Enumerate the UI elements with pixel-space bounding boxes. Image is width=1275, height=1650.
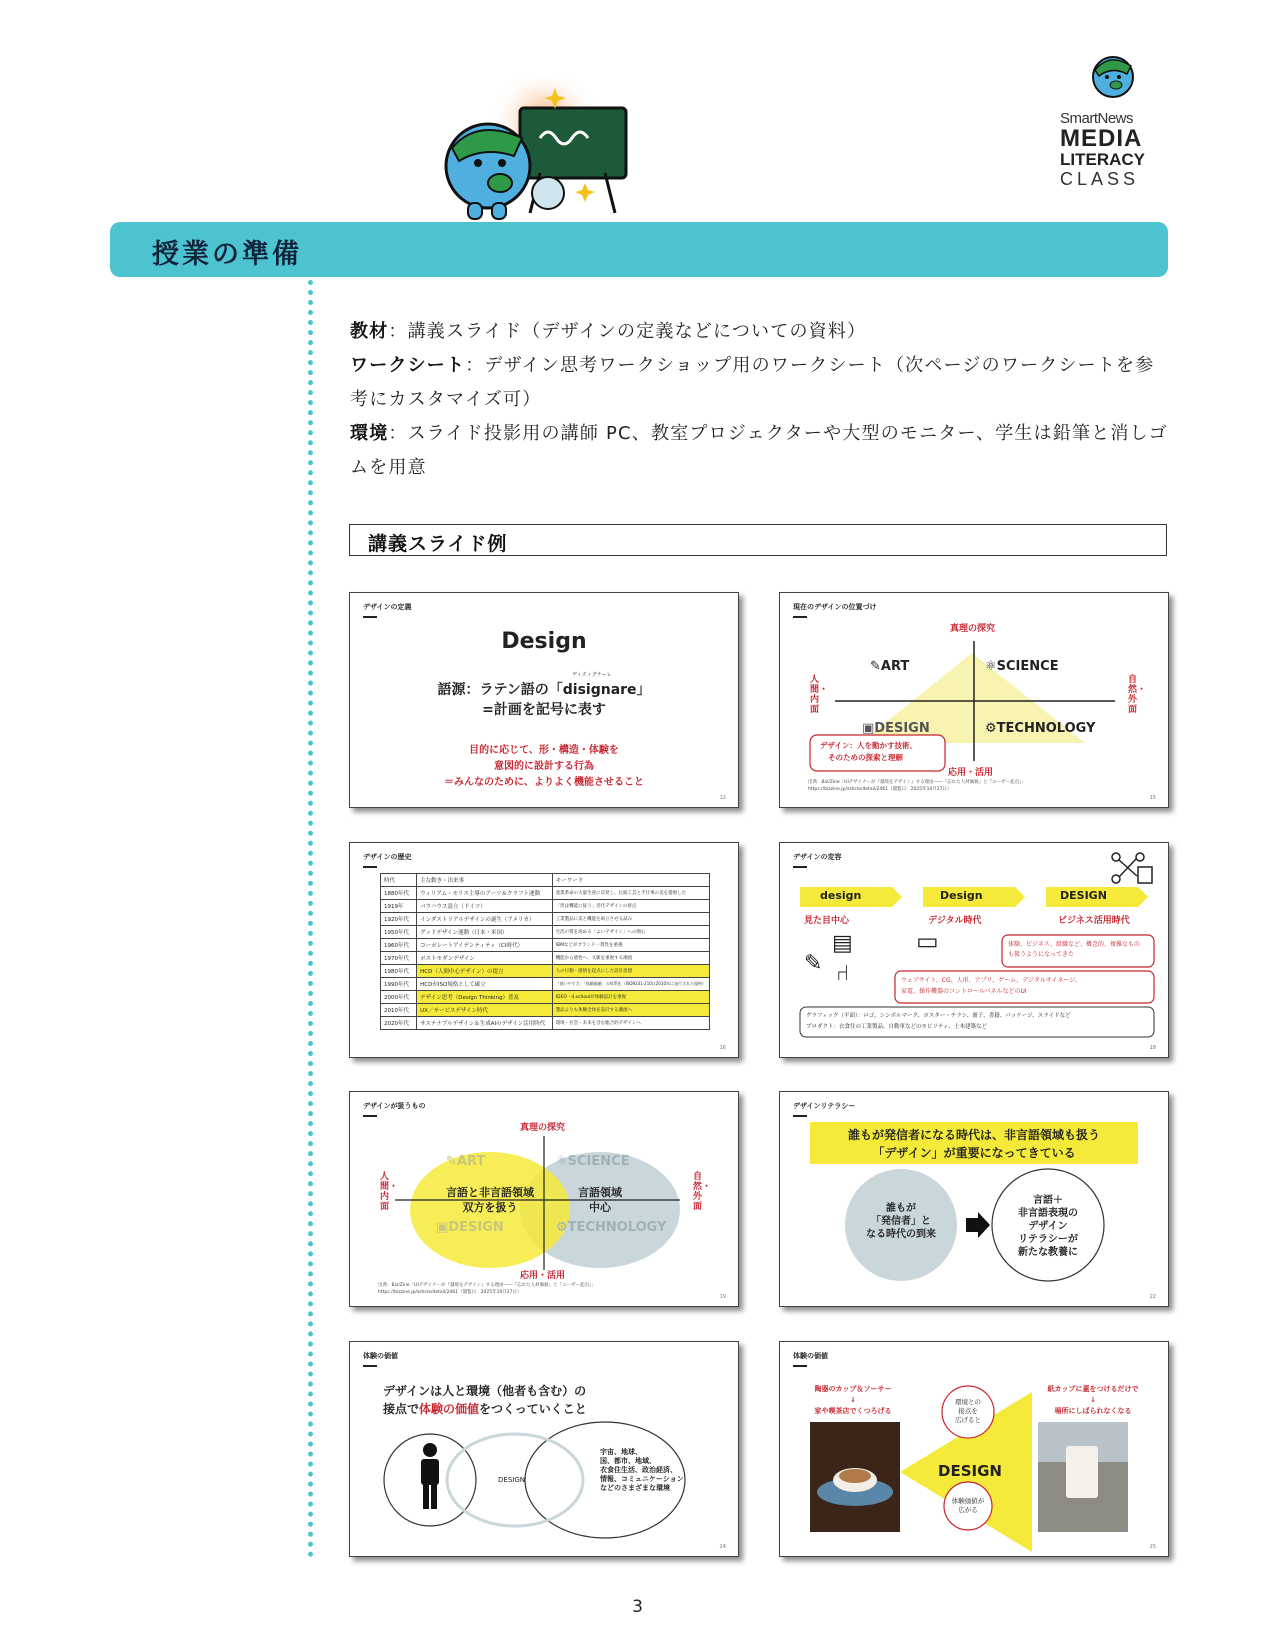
table-row <box>381 965 710 978</box>
digital-note-1: ウェブサイト、CG、人形、アプリ、ゲーム、デジタルサイネージ、 <box>901 977 1081 984</box>
left-line: 誰もが <box>886 1203 916 1214</box>
technology-text: TECHNOLOGY <box>567 1220 667 1235</box>
verbal-line-1: 言語領域 <box>578 1186 622 1199</box>
slide-page-number: 15 <box>1149 795 1156 801</box>
verbal-line-2: 中心 <box>589 1201 611 1214</box>
circle-line: 体験価値が <box>951 1497 985 1505</box>
environment-line: 国、都市、地域、 <box>600 1457 656 1465</box>
circle-line: 環境との <box>955 1398 981 1406</box>
digital-note-2: 家電、操作機器のコントロールパネルなどのUI <box>901 988 1027 995</box>
worksheet-label: ワークシート <box>350 355 466 376</box>
left-circle-text <box>845 1202 957 1241</box>
slide-experience-value <box>349 1341 739 1557</box>
design-center-label: DESIGN <box>938 1462 1002 1480</box>
table-cell: 1880年代 <box>381 887 417 900</box>
caption-line: 紙カップに蓋をつけるだけで <box>1047 1385 1139 1393</box>
monitor-icon: ▭ <box>916 927 939 955</box>
brush-icon: ✎ <box>870 659 881 674</box>
table-cell: 2020年代 <box>381 1017 417 1030</box>
caption-line: ↓ <box>850 1396 856 1404</box>
mascot-logo-icon <box>1088 52 1138 100</box>
environment-list <box>600 1448 684 1493</box>
materials-item <box>350 315 1168 349</box>
slide-title: 体験の価値 <box>793 1352 828 1360</box>
table-row <box>381 1017 710 1030</box>
table-row <box>381 991 710 1004</box>
technology-label <box>556 1220 666 1235</box>
band-line-2: 「デザイン」が重要になってきている <box>872 1146 1076 1160</box>
band-line-1: 誰もが発信者になる時代は、非言語領域も扱う <box>847 1128 1100 1142</box>
era-1-tag: design <box>820 889 862 902</box>
page-number: 3 <box>632 1597 643 1617</box>
axis-bottom-label: 応用・活用 <box>520 1271 566 1281</box>
worksheet-text: ：デザイン思考ワークショップ用のワークシート（次ページのワークシートを参考にカスタマイズ可） <box>350 355 1155 410</box>
left-line: 「発信者」と <box>871 1216 931 1227</box>
table-cell: 工業製品に美と機能を両立させる試み <box>552 913 709 926</box>
right-line: 新たな教養に <box>1018 1247 1078 1258</box>
logo-media: MEDIA <box>1060 125 1143 152</box>
right-line: 言語＋ <box>1033 1195 1063 1206</box>
design-text: DESIGN <box>448 1220 504 1235</box>
environment-line: 宇宙、地球、 <box>600 1448 642 1456</box>
table-row <box>381 1004 710 1017</box>
literacy-diagram <box>780 1092 1168 1306</box>
documents-icon: ▤ <box>832 931 853 956</box>
slide-definition <box>349 592 739 808</box>
table-row <box>381 913 710 926</box>
smartnews-logo <box>1060 52 1170 189</box>
dotted-guide-line <box>308 280 313 1558</box>
table-cell: UX／サービスデザイン時代 <box>417 1004 553 1017</box>
headline-part: をつくっていくこと <box>479 1402 587 1416</box>
note-line-2: そのための探索と理解 <box>828 753 903 762</box>
science-label <box>985 659 1059 674</box>
design-icon: ▣ <box>436 1220 449 1235</box>
environment-text: ：スライド投影用の講師 PC、教室プロジェクターや大型のモニター、学生は鉛筆と消しゴムを用意 <box>350 423 1168 478</box>
environment-line: などのさまざまな環境 <box>600 1484 670 1492</box>
definition-line-1: 目的に応じて、形・構造・体験を <box>469 745 619 756</box>
source-line-1: 出典：Biz/Zine「UIデザイナーが『越境をデザイン』する理由――『忘れた人材価値』と『ユーザー起点』」 <box>378 1283 596 1288</box>
caption-line: 家や喫茶店でくつろげる <box>814 1407 892 1415</box>
materials-label: 教材 <box>350 321 389 342</box>
value-circle-text <box>945 1497 991 1515</box>
axis-right-label: 自然・外面 <box>1128 675 1147 715</box>
slide-history <box>349 842 739 1058</box>
table-cell: 1980年代 <box>381 965 417 978</box>
era-2-caption: デジタル時代 <box>928 916 982 926</box>
axis-bottom-label: 応用・活用 <box>948 768 994 778</box>
table-cell: 「形は機能に従う」近代デザインの原点 <box>552 900 709 913</box>
logo-literacy: LITERACY <box>1060 150 1145 169</box>
era-2-tag: Design <box>940 889 983 902</box>
table-cell: ウィリアム・モリス主導のアーツ＆クラフト運動 <box>417 887 553 900</box>
slide-page-number: 18 <box>1149 1045 1156 1051</box>
logo-smartnews: SmartNews <box>1060 110 1134 127</box>
ruby-text: ディズィグナーレ <box>572 672 612 678</box>
table-cell: 産業革命の大量生産に反発し、伝統工芸と手仕事の美を提唱した <box>552 887 709 900</box>
table-cell: サステナブルデザイン＆生成AIのデザイン活用時代 <box>417 1017 553 1030</box>
table-cell: 人の行動・感情を起点にした設計思想 <box>552 965 709 978</box>
table-cell: 1920年代 <box>381 913 417 926</box>
graphic-note: グラフィック（平面）：ロゴ、シンボルマーク、ポスター・チラシ、冊子、書籍、パッケージ、スライドなど <box>806 1013 1071 1019</box>
table-cell: インダストリアルデザインの誕生（アメリカ） <box>417 913 553 926</box>
chair-icon: ⑁ <box>836 961 850 986</box>
nonverbal-line-1: 言語と非言語領域 <box>446 1186 534 1199</box>
business-note-1: 体験、ビジネス、組織など、概念的、複雑なもの <box>1008 941 1141 948</box>
network-icon <box>1110 851 1154 885</box>
table-cell: 1960年代 <box>381 939 417 952</box>
axis-right-label: 自然・外面 <box>693 1172 712 1212</box>
art-label <box>870 659 909 674</box>
era-1-caption: 見た目中心 <box>804 916 850 926</box>
environment-line: 衣食住生活、政治経済、 <box>600 1466 677 1474</box>
note-line-1: デザイン：人を動かす技術、 <box>820 741 917 750</box>
nonverbal-line-2: 双方を扱う <box>462 1201 518 1214</box>
circle-line: 広げると <box>955 1416 981 1424</box>
table-cell: 1970年代 <box>381 952 417 965</box>
science-label <box>556 1154 630 1169</box>
materials-text: ：講義スライド（デザインの定義などについての資料） <box>388 321 867 342</box>
slide-title: 体験の価値 <box>363 1352 398 1360</box>
table-cell: 「使いやすさ」「体験価値」の体系化（ISO9241-210は2010年に発行された規格） <box>552 978 709 991</box>
left-line: なる時代の到来 <box>866 1229 936 1240</box>
slides-heading: 講義スライド例 <box>368 533 508 555</box>
headline-line-1: デザインは人と環境（他者も含む）の <box>383 1384 587 1398</box>
caption-line: ↓ <box>1090 1396 1096 1404</box>
design-icon: ▣ <box>862 721 875 736</box>
science-text: SCIENCE <box>996 659 1059 674</box>
gear-icon: ⚙ <box>556 1220 568 1235</box>
environment-item <box>350 417 1168 485</box>
table-cell: グッドデザイン運動（日本・米国） <box>417 926 553 939</box>
section-title: 授業の準備 <box>152 239 302 270</box>
table-cell: コーポレートアイデンティティ（CI時代） <box>417 939 553 952</box>
table-cell: 2000年代 <box>381 991 417 1004</box>
axis-left-label: 人間・内面 <box>380 1172 399 1212</box>
gear-icon: ⚙ <box>985 721 997 736</box>
logo-class: CLASS <box>1060 169 1140 189</box>
definition-line-3: ＝みんなのために、よりよく機能させること <box>444 777 644 788</box>
slide-title: デザインの歴史 <box>363 853 412 861</box>
table-cell: 1950年代 <box>381 926 417 939</box>
business-note-2: も扱うようになってきた <box>1008 951 1075 958</box>
technology-text: TECHNOLOGY <box>996 721 1096 736</box>
art-text: ART <box>880 659 910 674</box>
atom-icon: ⚛ <box>556 1154 568 1169</box>
circle-line: 広がる <box>958 1506 978 1514</box>
design-text: DESIGN <box>874 721 930 736</box>
table-header: 主な動き・出来事 <box>417 874 553 887</box>
mascot-illustration <box>440 78 640 228</box>
right-circle-text <box>992 1194 1104 1259</box>
axis-left-label: 人間・内面 <box>810 675 829 715</box>
source-line-2: https://bizzine.jp/article/detail/2461（閲覧日：2025年10月27日） <box>808 787 952 792</box>
table-cell: バウハウス設立（ドイツ） <box>417 900 553 913</box>
table-row <box>381 939 710 952</box>
meaning-line: =計画を記号に表す <box>482 702 606 718</box>
product-note: プロダクト：衣食住の工業製品、自動車などのモビリティ、土木建築など <box>806 1024 987 1030</box>
slide-literacy <box>779 1091 1169 1307</box>
table-cell: 1919年 <box>381 900 417 913</box>
slide-title: デザインの定義 <box>363 603 412 611</box>
table-cell: 1990年代 <box>381 978 417 991</box>
design-label <box>862 721 930 736</box>
slide-experience-example <box>779 1341 1169 1557</box>
table-row <box>381 952 710 965</box>
table-row <box>381 900 710 913</box>
table-cell: 生活の質を高める「よいデザイン」への関心 <box>552 926 709 939</box>
table-row <box>381 926 710 939</box>
table-cell: 製品よりも体験全体を設計する潮流へ <box>552 1004 709 1017</box>
axis-top-label: 真理の探究 <box>950 624 996 634</box>
right-line: 非言語表現の <box>1018 1208 1078 1219</box>
slide-positioning <box>779 592 1169 808</box>
slide-title: デザインが扱うもの <box>363 1102 426 1110</box>
worksheet-item <box>350 349 1168 417</box>
table-header: 時代 <box>381 874 417 887</box>
brush-icon: ✎ <box>446 1154 457 1169</box>
slide-page-number: 24 <box>719 1544 726 1550</box>
table-cell: ポストモダンデザイン <box>417 952 553 965</box>
slide-transformation <box>779 842 1169 1058</box>
table-header: キーワード <box>552 874 709 887</box>
axis-top-label: 真理の探究 <box>520 1123 566 1133</box>
circle-line: 接点を <box>958 1407 978 1415</box>
contact-circle-text <box>945 1398 991 1425</box>
atom-icon: ⚛ <box>985 659 997 674</box>
table-cell: HCDがISO規格として確立 <box>417 978 553 991</box>
slides-heading-box <box>349 524 1167 556</box>
slide-page-number: 12 <box>719 795 726 801</box>
table-cell: IBMなどがブランド一貫性を重視 <box>552 939 709 952</box>
table-cell: 機能から感性へ、文脈を重視する潮流 <box>552 952 709 965</box>
table-cell: デザイン思考（Design Thinking）普及 <box>417 991 553 1004</box>
history-table <box>380 873 710 1030</box>
art-text: ART <box>456 1154 486 1169</box>
table-header-row <box>381 874 710 887</box>
slide-title: デザインの変容 <box>793 853 842 861</box>
right-line: リテラシーが <box>1018 1234 1078 1245</box>
technology-label <box>985 721 1095 736</box>
era-3-caption: ビジネス活用時代 <box>1058 916 1130 926</box>
table-row <box>381 887 710 900</box>
slide-title: 現在のデザインの位置づけ <box>793 603 877 611</box>
caption-line: 陶器のカップ＆ソーサー <box>814 1385 892 1393</box>
science-text: SCIENCE <box>567 1154 630 1169</box>
slide-title: デザインリテラシー <box>793 1102 856 1110</box>
pencil-cup-icon: ✎ <box>804 951 823 976</box>
slide-page-number: 25 <box>1149 1544 1156 1550</box>
headline-part: 接点で <box>383 1402 420 1416</box>
slide-page-number: 19 <box>719 1294 726 1300</box>
table-cell: HCD（人間中心デザイン）の提言 <box>417 965 553 978</box>
design-label <box>436 1220 504 1235</box>
right-line: デザイン <box>1028 1221 1068 1232</box>
source-line-1: 出典：Biz/Zine「UIデザイナーが『越境をデザイン』する理由――『忘れた人材価値』と『ユーザー起点』」 <box>808 780 1026 785</box>
caption-line: 場所にしばられなくなる <box>1054 1407 1132 1415</box>
experience-diagram <box>780 1342 1168 1556</box>
design-center-label: DESIGN <box>498 1476 525 1484</box>
art-label <box>446 1154 485 1169</box>
table-row <box>381 978 710 991</box>
etymology-line: 語源：ラテン語の「disignare」 <box>437 682 651 698</box>
headline-emphasis: 体験の価値 <box>419 1402 480 1416</box>
table-cell: 環境・社会・未来を含む総合的デザインへ <box>552 1017 709 1030</box>
environment-line: 情報、コミュニケーション <box>600 1475 684 1483</box>
slide-page-number: 22 <box>1149 1294 1156 1300</box>
slide-scope <box>349 1091 739 1307</box>
environment-label: 環境 <box>350 423 389 444</box>
slide-heading: Design <box>501 629 587 654</box>
definition-line-2: 意図的に設計する行為 <box>494 761 594 772</box>
table-cell: IDEO・d.schoolが体験設計を重視 <box>552 991 709 1004</box>
table-cell: 2010年代 <box>381 1004 417 1017</box>
source-line-2: https://bizzine.jp/article/detail/2461（閲覧日：2025年10月27日） <box>378 1290 522 1295</box>
era-3-tag: DESIGN <box>1060 889 1107 902</box>
slide-page-number: 16 <box>719 1045 726 1051</box>
